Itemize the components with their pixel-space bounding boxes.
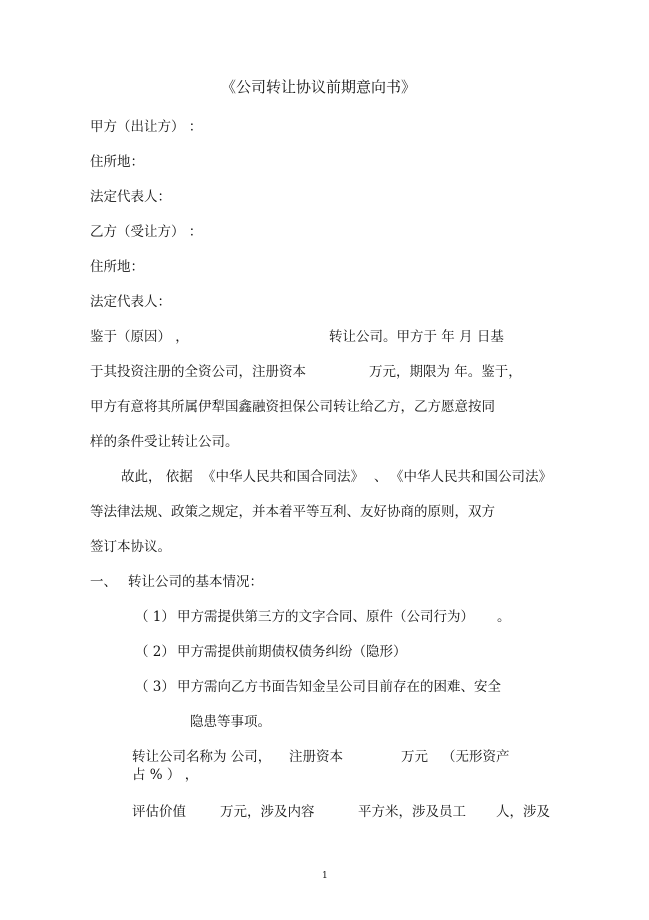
company-name-line: 转让公司名称为 公司， [132, 749, 272, 765]
basis-contract-law: 《中华人民共和国合同法》 [202, 469, 364, 485]
whereas-line-2a: 于其投资注册的全资公司，注册资本 [90, 364, 306, 380]
basis-line-3: 签订本协议。 [90, 539, 171, 555]
section-1-number: 一、 [90, 574, 117, 590]
area-unit: 平方米，涉及员工 [358, 804, 466, 820]
document-title: 《公司转让协议前期意向书》 [221, 78, 417, 96]
basis-separator: 、 [374, 469, 388, 485]
registered-capital-label: 注册资本 [289, 749, 343, 765]
party-b-representative: 法定代表人： [90, 294, 171, 310]
party-a-label: 甲方（出让方） ： [90, 119, 203, 135]
whereas-line-1a: 鉴于（原因） ， [90, 329, 189, 345]
employee-unit: 人，涉及 [496, 804, 550, 820]
item-1-tail: 。 [497, 609, 511, 625]
page-number: 1 [322, 871, 328, 881]
basis-company-law: 《中华人民共和国公司法》 [390, 469, 552, 485]
whereas-line-3: 甲方有意将其所属伊犁国鑫融资担保公司转让给乙方，乙方愿意按同 [90, 399, 495, 415]
registered-capital-unit: 万元 [401, 749, 428, 765]
valuation-label: 评估价值 [132, 804, 186, 820]
whereas-line-4: 样的条件受让转让公司。 [90, 434, 239, 450]
party-a-representative: 法定代表人： [90, 189, 171, 205]
item-2-text: 甲方需提供前期债权债务纠纷（隐形） [177, 644, 407, 660]
valuation-unit: 万元，涉及内容 [220, 804, 315, 820]
item-1-text: 甲方需提供第三方的文字合同、原件（公司行为） [177, 609, 474, 625]
party-b-address: 住所地： [90, 259, 144, 275]
section-1-heading: 转让公司的基本情况： [128, 574, 263, 590]
party-a-address: 住所地： [90, 154, 144, 170]
basis-line-1a: 故此， 依据 [121, 469, 193, 485]
party-b-label: 乙方（受让方） ： [90, 224, 203, 240]
item-3-continuation: 隐患等事项。 [190, 714, 271, 730]
item-1-number: （ 1） [135, 609, 175, 625]
whereas-line-1b: 转让公司。甲方于 年 月 日基 [329, 329, 504, 345]
item-2-number: （ 2） [135, 644, 175, 660]
item-3-number: （ 3） [135, 679, 175, 695]
intangible-assets-ratio: 占 % ） ， [132, 767, 199, 783]
intangible-assets-label: （无形资产 [442, 749, 510, 765]
basis-line-2: 等法律法规、政策之规定，并本着平等互利、友好协商的原则，双方 [90, 504, 495, 520]
item-3-text: 甲方需向乙方书面告知金呈公司目前存在的困难、安全 [177, 679, 501, 695]
whereas-line-2b: 万元，期限为 年。鉴于， [369, 364, 522, 380]
